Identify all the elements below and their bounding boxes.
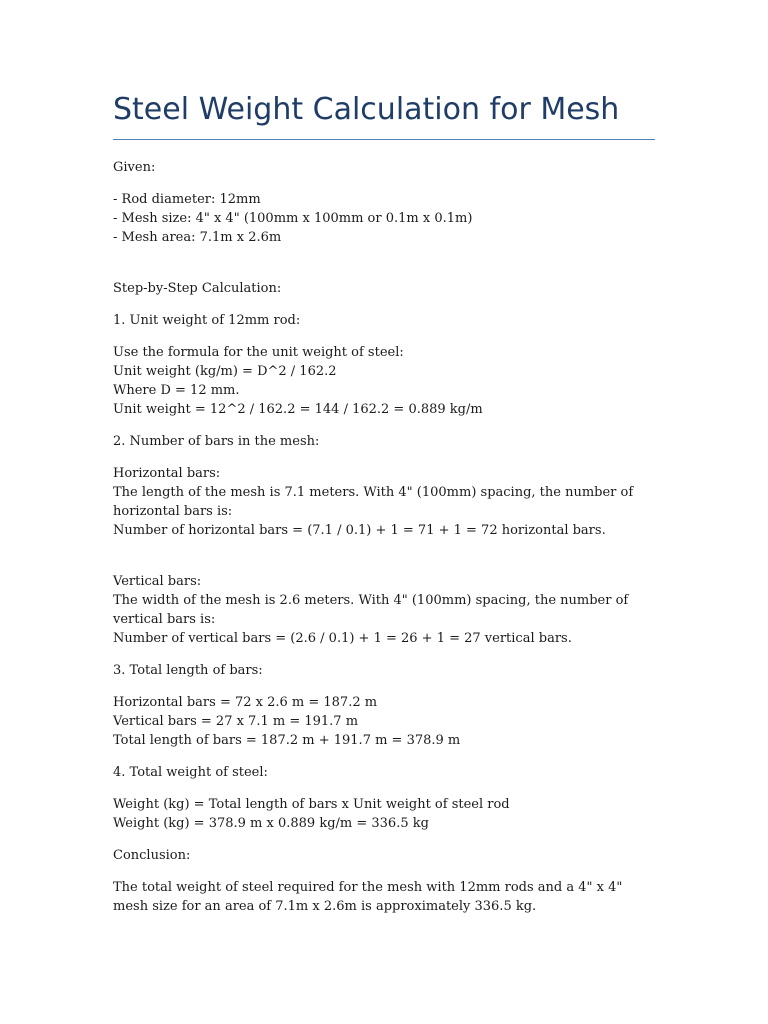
horizontal-bars-result: Number of horizontal bars = (7.1 / 0.1) + 1 = 71 + 1 = 72 horizontal bars. <box>113 523 606 538</box>
step1-line: Where D = 12 mm. <box>113 383 240 398</box>
step2-horizontal <box>113 464 653 540</box>
vertical-bars-text: The width of the mesh is 2.6 meters. With 4" (100mm) spacing, the number of vertical bars is: <box>113 593 629 627</box>
conclusion-text: The total weight of steel required for the mesh with 12mm rods and a 4" x 4" mesh size for an area of 7.1m x 2.6m is approximately 336.5 kg. <box>113 880 623 914</box>
step1-heading: 1. Unit weight of 12mm rod: <box>113 313 301 328</box>
given-list <box>113 190 653 247</box>
title-divider <box>113 139 655 140</box>
step4-body <box>113 795 653 833</box>
given-heading: Given: <box>113 160 156 175</box>
steps-heading: Step-by-Step Calculation: <box>113 281 282 296</box>
step1-line: Use the formula for the unit weight of steel: <box>113 345 404 360</box>
document-title: Steel Weight Calculation for Mesh <box>113 92 620 127</box>
step1-line: Unit weight (kg/m) = D^2 / 162.2 <box>113 364 337 379</box>
step4-line: Weight (kg) = Total length of bars x Unit weight of steel rod <box>113 797 510 812</box>
step3-line: Horizontal bars = 72 x 2.6 m = 187.2 m <box>113 695 378 710</box>
given-item: - Mesh area: 7.1m x 2.6m <box>113 230 282 245</box>
given-item: - Rod diameter: 12mm <box>113 192 261 207</box>
step3-line: Vertical bars = 27 x 7.1 m = 191.7 m <box>113 714 359 729</box>
step4-line: Weight (kg) = 378.9 m x 0.889 kg/m = 336.5 kg <box>113 816 429 831</box>
step3-body <box>113 693 653 750</box>
document-body <box>113 158 653 929</box>
step3-line: Total length of bars = 187.2 m + 191.7 m = 378.9 m <box>113 733 461 748</box>
conclusion-heading: Conclusion: <box>113 848 191 863</box>
horizontal-bars-label: Horizontal bars: <box>113 466 221 481</box>
step3-heading: 3. Total length of bars: <box>113 663 263 678</box>
step1-body <box>113 343 653 419</box>
step2-vertical <box>113 572 653 648</box>
vertical-bars-result: Number of vertical bars = (2.6 / 0.1) + 1 = 26 + 1 = 27 vertical bars. <box>113 631 572 646</box>
vertical-bars-label: Vertical bars: <box>113 574 202 589</box>
step4-heading: 4. Total weight of steel: <box>113 765 268 780</box>
step2-heading: 2. Number of bars in the mesh: <box>113 434 320 449</box>
horizontal-bars-text: The length of the mesh is 7.1 meters. With 4" (100mm) spacing, the number of horizontal bars is: <box>113 485 634 519</box>
given-item: - Mesh size: 4" x 4" (100mm x 100mm or 0.1m x 0.1m) <box>113 211 473 226</box>
step1-line: Unit weight = 12^2 / 162.2 = 144 / 162.2 = 0.889 kg/m <box>113 402 483 417</box>
